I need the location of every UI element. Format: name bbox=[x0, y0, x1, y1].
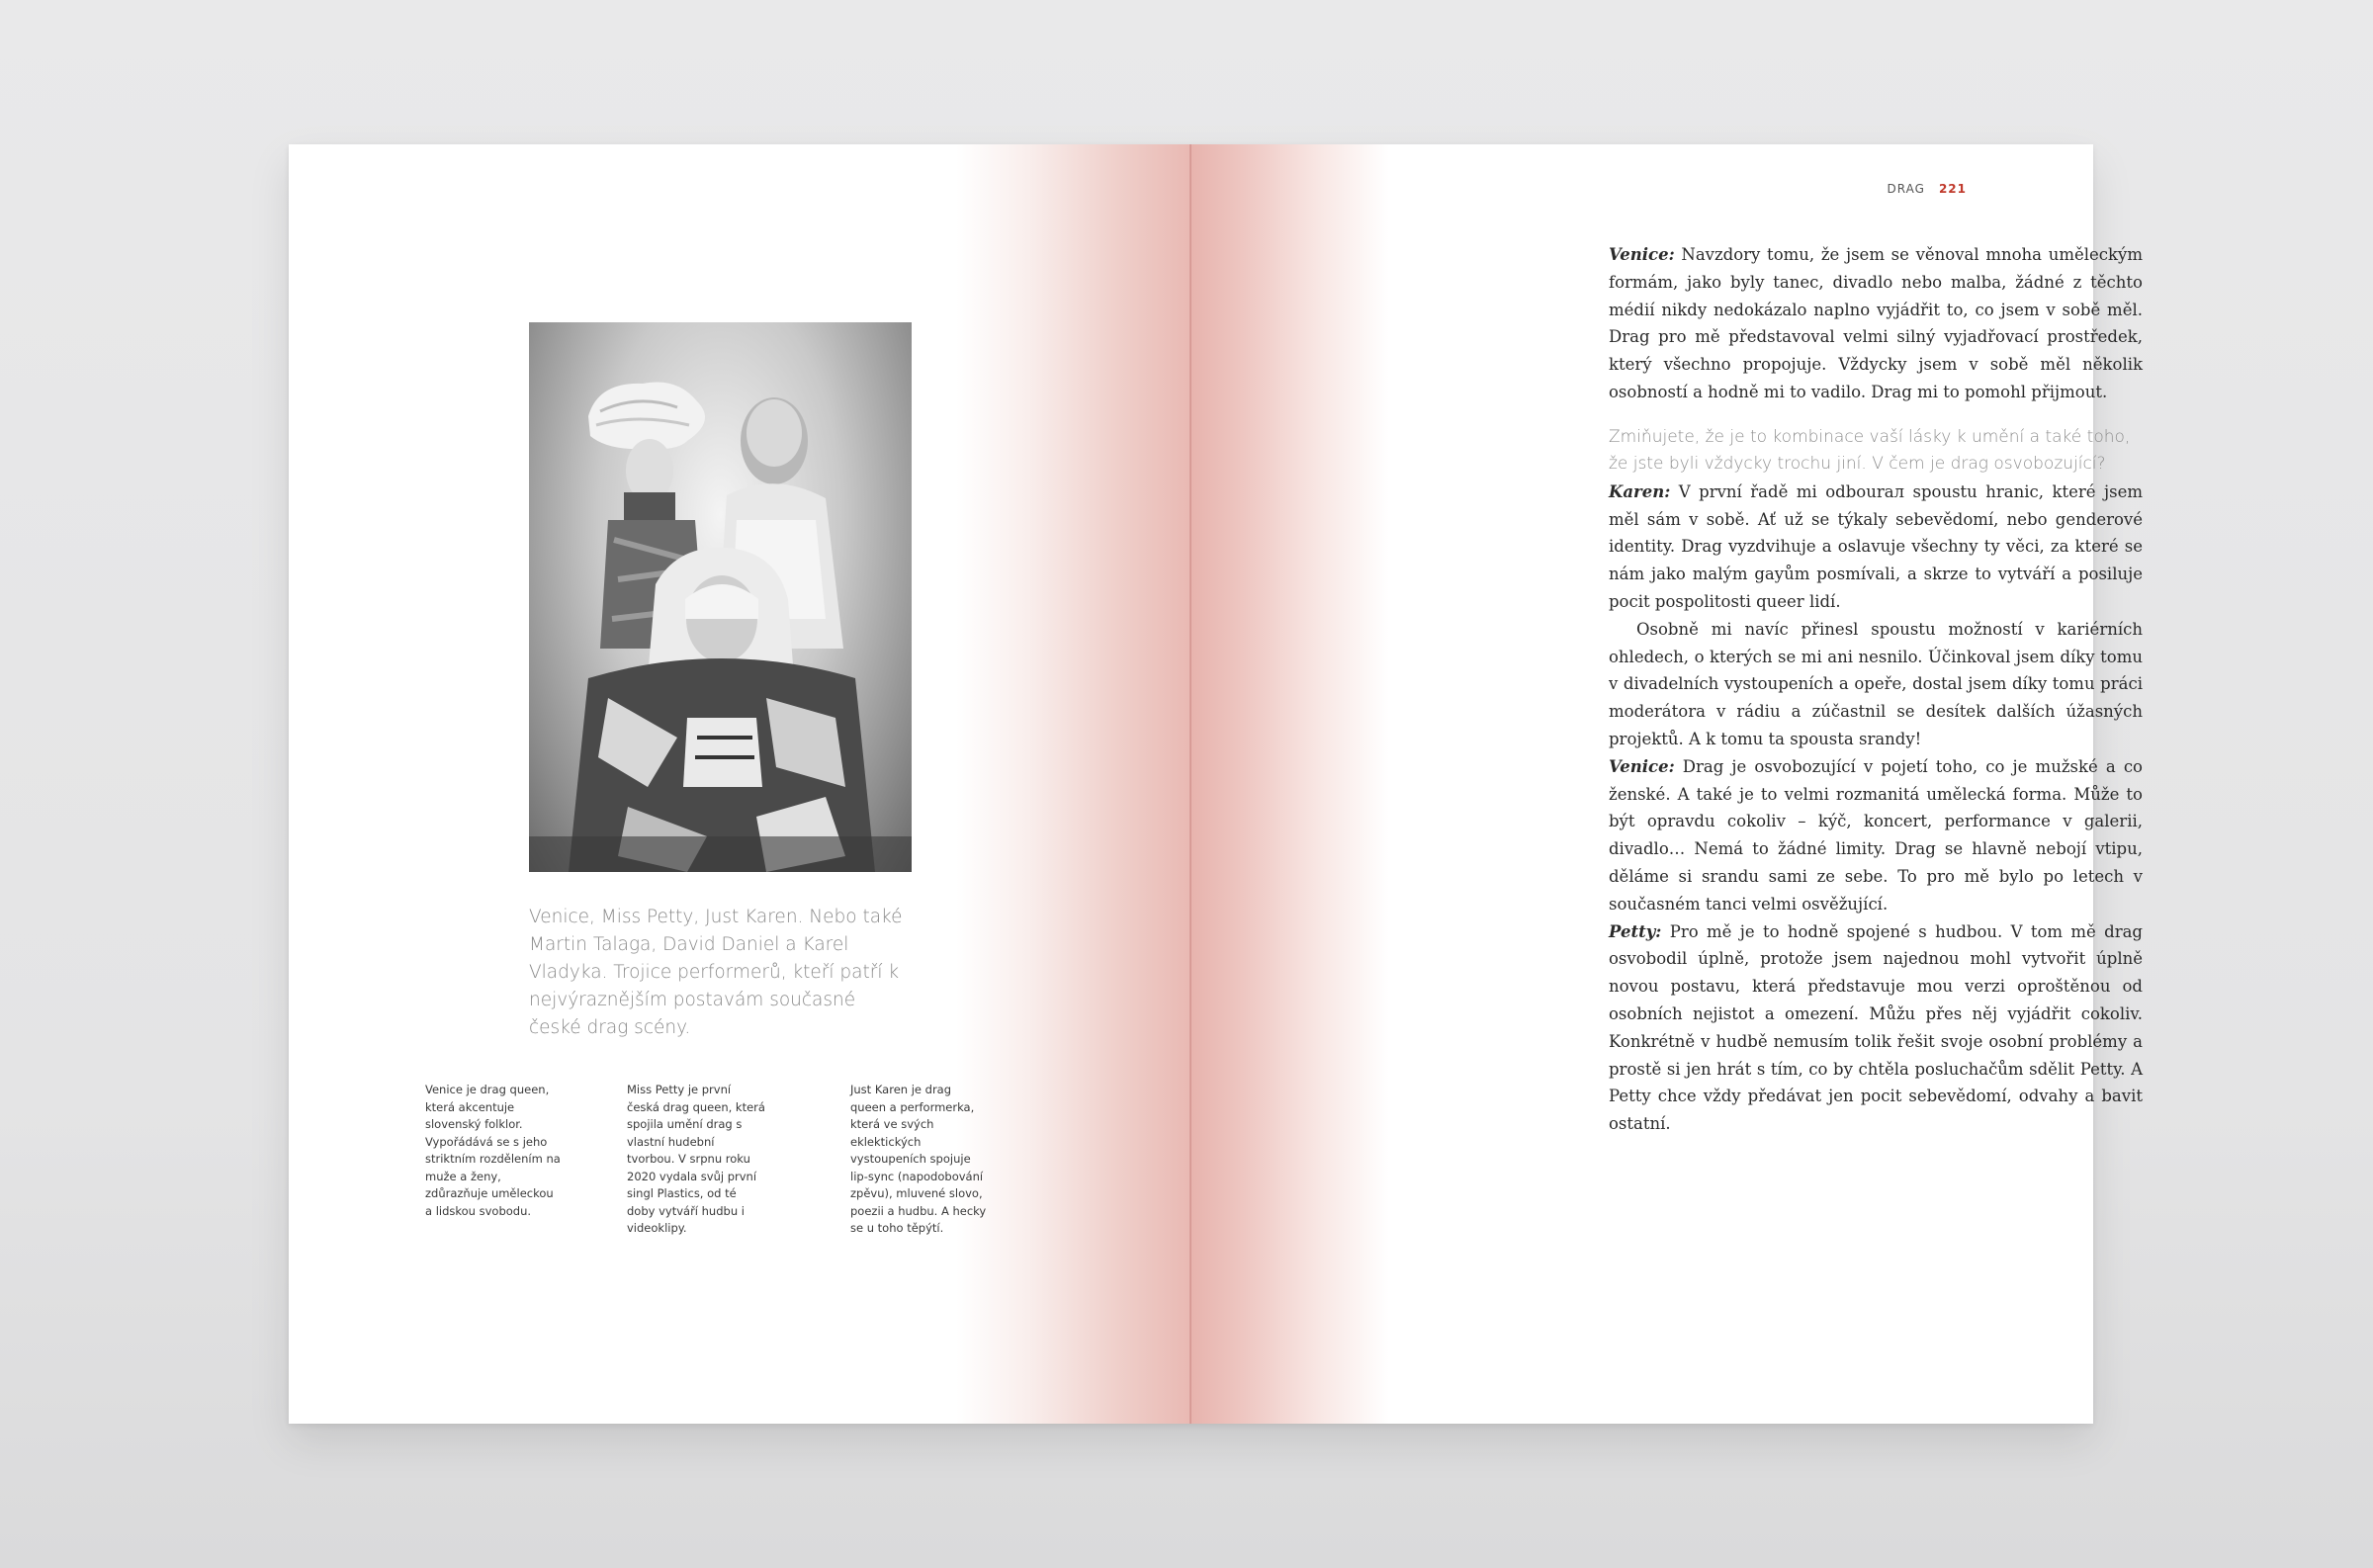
note-miss-petty: Miss Petty je první česká drag queen, která spojila umění drag s vlastní hudební tvorbou. V srpnu roku 2020 vydala svůj první singl Plastics, od té doby vytváří hudbu i videoklipy. bbox=[627, 1083, 765, 1235]
paragraph-petty bbox=[1609, 918, 2143, 1138]
paragraph-text: Navzdory tomu, že jsem se věnoval mnoha uměleckým formám, jako byly tanec, divadlo nebo malba, žádné z těchto médií nikdy nedokázalo naplno vyjádřit to, co jsem v sobě měl. Drag pro mě představoval velmi silný vyjadřovací prostředek, který všechno propojuje. Vždycky jsem v sobě měl několik osobností a hodně mi to vadilo. Drag mi to pomohl přijmout. bbox=[1609, 245, 2143, 401]
paragraph-venice-2 bbox=[1609, 753, 2143, 918]
paragraph-text: V první řadě mi odbourал spoustu hranic, které jsem měl sám v sobě. Ať už se týkaly sebevědomí, nebo genderové identity. Drag vyzdvihuje a oslavuje všechny ty věci, za které se nám jako malým gayům posmívali, a skrze to vytváří a posiluje pocit pospolitosti queer lidí. bbox=[1609, 481, 2143, 611]
open-book bbox=[289, 144, 2143, 1424]
interview-text bbox=[1609, 241, 2143, 1138]
interview-question: Zmiňujete, že je to kombinace vaší lásky k umění a také toho, že jste byli vždycky trochu jiní. V čem je drag osvobozující? bbox=[1609, 426, 2131, 475]
right-page bbox=[1190, 144, 2143, 1424]
page-number: 221 bbox=[1938, 182, 1967, 196]
section-title: DRAG bbox=[1887, 182, 1925, 196]
note-venice: Venice je drag queen, která akcentuje slovenský folklor. Vypořádává se s jeho striktním rozdělením na muže a ženy, zdůrazňuje uměleckou a lidskou svobodu. bbox=[425, 1083, 561, 1218]
performers-illustration bbox=[529, 322, 912, 872]
note-just-karen: Just Karen je drag queen a performerka, která ve svých eklektických vystoupeních spojuje lip-sync (napodobování zpěvu), mluvené slovo, poezii a hudbu. A hecky se u toho těpýtí. bbox=[850, 1083, 987, 1235]
paragraph-karen-2: Osobně mi navíc přinesl spoustu možností v kariérních ohledech, o kterých se mi ani nesnilo. Účinkoval jsem díky tomu v divadelních vystoupeních a opeře, dostal jsem díky tomu práci moderátora v rádiu a zúčastnil se desítek dalších úžasných projektů. A k tomu ta spousta srandy! bbox=[1609, 619, 2143, 748]
performers-photo bbox=[529, 322, 912, 872]
paragraph-text: Pro mě je to hodně spojené s hudbou. V tom mě drag osvobodil úplně, protože jsem najednou mohl vytvořit úplně novou postavu, která představuje mou verzi oproštěnou od osobních nejistot a omezení. Můžu přes něj vyjádřit cokoliv. Konkrétně v hudbě nemusím tolik řešit svoje osobní problémy a prostě si jen hrát s tím, co by chtěla posluchačům sdělit Petty. A Petty chce vždy předávat jen pocit sebevědomí, odvahy a bavit ostatní. bbox=[1609, 921, 2143, 1134]
paragraph-karen bbox=[1609, 479, 2143, 616]
paragraph-venice-1 bbox=[1609, 241, 2143, 406]
left-page bbox=[289, 144, 1190, 1424]
speaker-label: Venice: bbox=[1609, 756, 1675, 776]
book-spine bbox=[1189, 144, 1191, 1424]
photo-caption: Venice, Miss Petty, Just Karen. Nebo také Martin Talaga, David Daniel a Karel Vladyka. Trojice performerů, kteří patří k nejvýraznějším postavám současné české drag scény. bbox=[529, 907, 903, 1038]
speaker-label: Petty: bbox=[1609, 921, 1662, 941]
speaker-label: Venice: bbox=[1609, 245, 1675, 264]
paragraph-text: Drag je osvobozující v pojetí toho, co je mužské a co ženské. A také je to velmi rozmanitá umělecká forma. Může to být opravdu cokoliv – kýč, koncert, performance v galerii, divadlo… Nemá to žádné limity. Drag se hlavně nebojí vtipu, děláme si srandu sami ze sebe. To pro mě bylo po letech v současném tanci velmi osvěžující. bbox=[1609, 756, 2143, 914]
running-head bbox=[1888, 182, 1967, 196]
speaker-label: Karen: bbox=[1609, 481, 1671, 501]
